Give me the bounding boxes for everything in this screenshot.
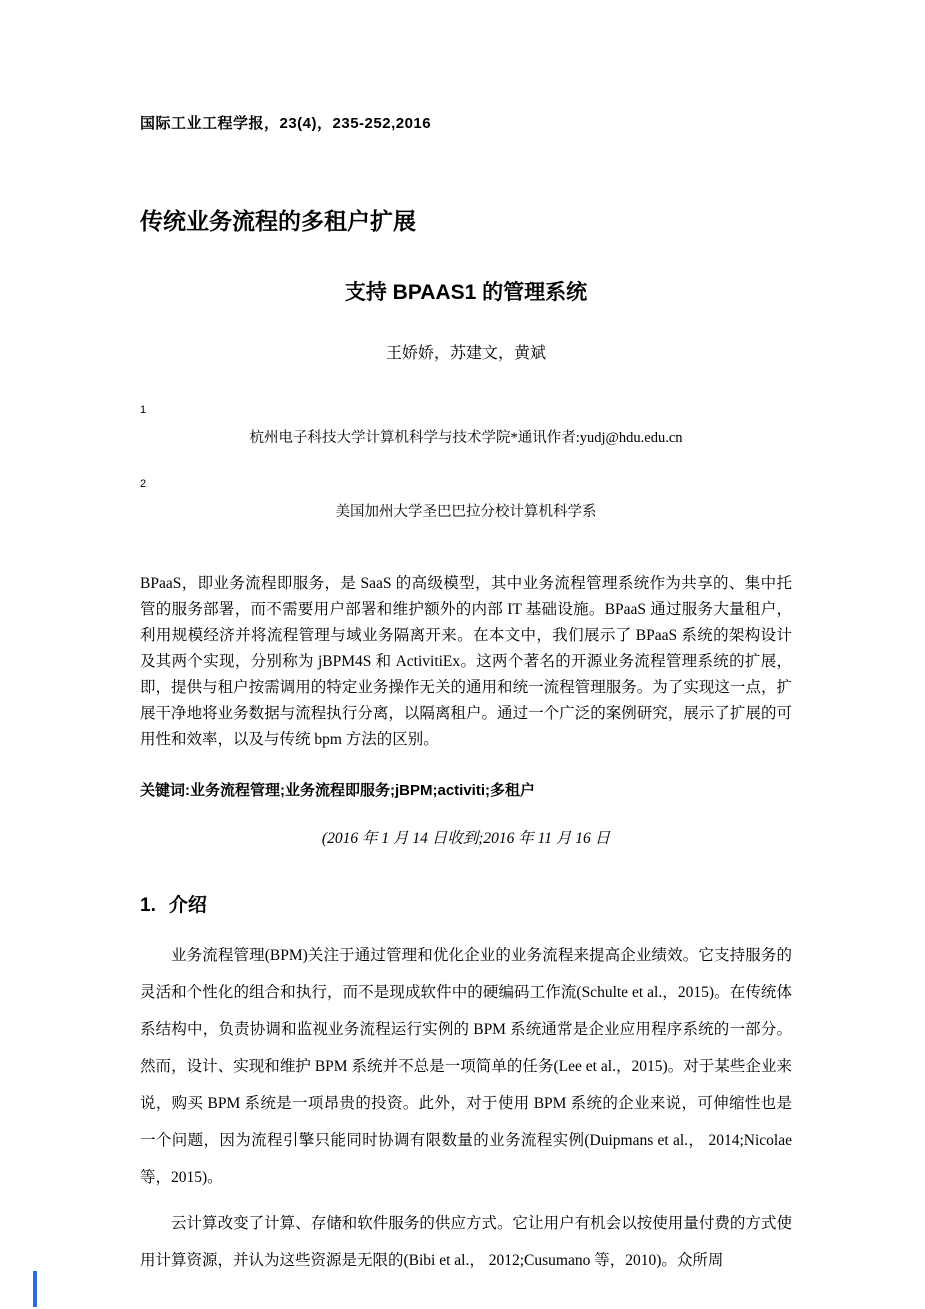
section-1-number: 1.: [140, 895, 156, 916]
text-cursor: [33, 1271, 37, 1307]
paper-subtitle: 支持 BPAAS1 的管理系统: [344, 281, 588, 304]
keywords-line: 关键词:业务流程管理;业务流程即服务;jBPM;activiti;多租户: [140, 782, 535, 799]
affiliation-marker-2: 2: [140, 478, 147, 490]
page-content: [140, 0, 792, 1279]
section-1-title: 介绍: [168, 895, 207, 916]
paper-title: 传统业务流程的多租户扩展: [140, 208, 416, 234]
affiliation-marker-1: 1: [140, 404, 147, 416]
section-1-paragraph-2: 云计算改变了计算、存储和软件服务的供应方式。它让用户有机会以按使用量付费的方式使用计算资源，并认为这些资源是无限的(Bibi et al.， 2012;Cusumano 等，2010)。众所周: [140, 1215, 792, 1269]
received-date-line: (2016 年 1 月 14 日收到;2016 年 11 月 16 日: [321, 830, 611, 847]
abstract-paragraph: BPaaS，即业务流程即服务，是 SaaS 的高级模型，其中业务流程管理系统作为共享的、集中托管的服务部署，而不需要用户部署和维护额外的内部 IT 基础设施。BPaaS 通过服务大量租户，利用规模经济并将流程管理与域业务隔离开来。在本文中，我们展示了 BPaaS 系统的架构设计及其两个实现，分别称为 jBPM4S 和 ActivitiEx。这两个著名的开源业务流程管理系统的扩展，即，提供与租户按需调用的特定业务操作无关的通用和统一流程管理服务。为了实现这一点，扩展干净地将业务数据与流程执行分离，以隔离租户。通过一个广泛的案例研究，展示了扩展的可用性和效率，以及与传统 bpm 方法的区别。: [140, 575, 792, 748]
journal-citation-line: 国际工业工程学报，23(4)，235-252,2016: [140, 115, 432, 132]
authors-line: 王娇娇，苏建文，黄斌: [385, 345, 546, 362]
affiliation-1: 杭州电子科技大学计算机科学与技术学院*通讯作者:yudj@hdu.edu.cn: [249, 430, 683, 446]
section-1-heading: [140, 890, 792, 917]
affiliation-2: 美国加州大学圣巴巴拉分校计算机科学系: [335, 504, 597, 520]
section-1-paragraph-1: 业务流程管理(BPM)关注于通过管理和优化企业的业务流程来提高企业绩效。它支持服务的灵活和个性化的组合和执行，而不是现成软件中的硬编码工作流(Schulte et al.，2015)。在传统体系结构中，负责协调和监视业务流程运行实例的 BPM 系统通常是企业应用程序系统的一部分。然而，设计、实现和维护 BPM 系统并不总是一项简单的任务(Lee et al.，2015)。对于某些企业来说，购买 BPM 系统是一项昂贵的投资。此外，对于使用 BPM 系统的企业来说，可伸缩性也是一个问题，因为流程引擎只能同时协调有限数量的业务流程实例(Duipmans et al.， 2014;Nicolae 等，2015)。: [140, 947, 792, 1186]
